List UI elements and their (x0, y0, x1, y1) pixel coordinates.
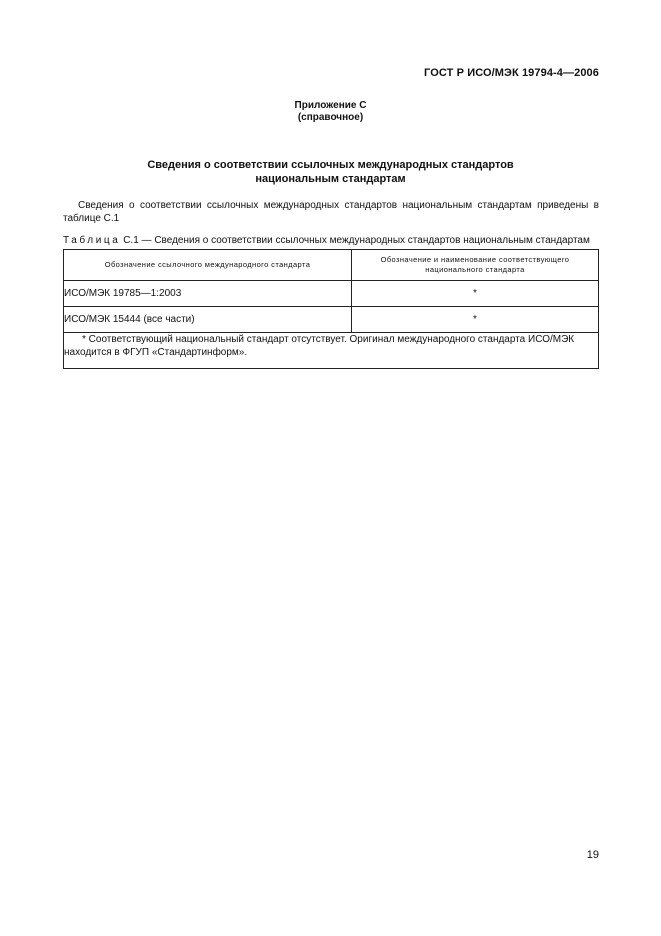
intro-paragraph: Сведения о соответствии ссылочных международных стандартов национальным стандартам приведены в таблице С.1 (63, 200, 599, 224)
column-header-national: Обозначение и наименование соответствующего национального стандарта (352, 250, 599, 281)
national-standard-cell: * (352, 281, 599, 307)
table-row (64, 281, 599, 307)
table-caption-label: Таблица (63, 235, 121, 246)
table-caption-text: С.1 — Сведения о соответствии ссылочных международных стандартов национальным стандартам (120, 235, 590, 246)
reference-standard-cell: ИСО/МЭК 15444 (все части) (64, 307, 352, 333)
table-footnote: * Соответствующий национальный стандарт отсутствует. Оригинал международного стандарта ИСО/МЭК находится в ФГУП «Стандартинформ». (64, 333, 599, 369)
table-header-row (64, 250, 599, 281)
table-caption (63, 235, 599, 247)
page-number: 19 (586, 849, 599, 861)
table-row (64, 307, 599, 333)
correspondence-table (63, 249, 599, 369)
column-header-reference: Обозначение ссылочного международного стандарта (64, 250, 352, 281)
appendix-kind: (справочное) (297, 112, 364, 123)
section-title-line-2: национальным стандартам (255, 173, 406, 185)
appendix-title: Приложение С (294, 100, 367, 111)
table-footnote-row (64, 333, 599, 369)
appendix-heading (0, 100, 661, 124)
document-header: ГОСТ Р ИСО/МЭК 19794-4—2006 (424, 67, 599, 79)
section-title (0, 158, 661, 186)
reference-standard-cell: ИСО/МЭК 19785—1:2003 (64, 281, 352, 307)
section-title-line-1: Сведения о соответствии ссылочных международных стандартов (147, 159, 514, 171)
national-standard-cell: * (352, 307, 599, 333)
